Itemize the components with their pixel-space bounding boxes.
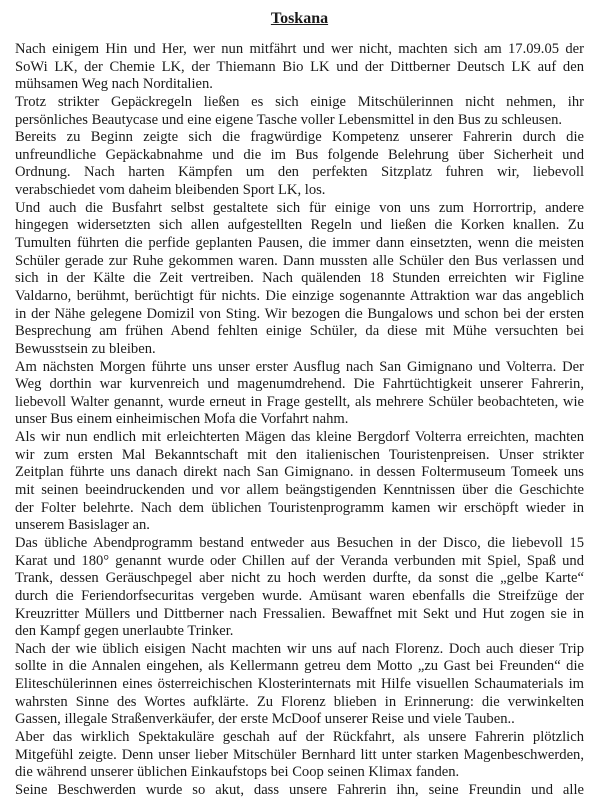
text-line: Und auch die Busfahrt selbst gestaltete sich für einige von uns zum Horrortrip, andere [15, 199, 584, 216]
text-line: liebevoll Walter genannt, wurde erneut in Frage gestellt, als mehrere Schüler beobachteten, wie [15, 393, 584, 410]
text-line: Als wir nun endlich mit erleichterten Mägen das kleine Bergdorf Volterra erreichten, machten [15, 429, 584, 446]
text-line: Nach der wie üblich eisigen Nacht machten wir uns auf nach Florenz. Doch auch dieser Trip [15, 640, 584, 657]
text-line: Kreuzritter Müllers und Dittberner nach Fressalien. Bewaffnet mit Sekt und Hut zogen sie in [15, 605, 584, 622]
text-line: Tumulten führten die perfide geplanten Pausen, die immer dann einsetzten, wenn die meisten [15, 235, 584, 252]
text-line: Besprechung am frühen Abend fehlten einige Schüler, da diese mit Mühe versuchten bei [15, 323, 584, 340]
text-line: Gassen, illegale Straßenverkäufer, der erste McDoof unserer Reise und viele Tauben.. [15, 711, 515, 728]
text-line: die während unserer üblichen Einkaufstops bei Coop seinen Klimax fanden. [15, 764, 460, 781]
text-line: in der Nähe gelegene Domizil von Sting. Wir bezogen die Bungalows und schon bei der ersten [15, 305, 584, 322]
text-line: Trotz strikter Gepäckregeln ließen es sich einige Mitschülerinnen nicht nehmen, ihr [15, 93, 584, 110]
paragraph [15, 359, 584, 430]
paragraph [15, 41, 584, 94]
text-line: Ordnung. Nach harten Kämpfen um den perfekten Sitzplatz fuhren wir, liebevoll [15, 164, 584, 181]
text-line: der Folter belehrte. Nach dem üblichen Touristenprogramm kamen wir erschöpft wieder in [15, 499, 584, 516]
text-line: unser Bus einem einheimischen Mofa die Vorfahrt nahm. [15, 411, 349, 428]
text-line: Nach einigem Hin und Her, wer nun mitfährt und wer nicht, machten sich am 17.09.05 der [15, 41, 584, 57]
text-line: wir zum ersten Mal Bekanntschaft mit den italienischen Touristenpreisen. Unser strikter [15, 446, 584, 463]
paragraph [15, 535, 584, 641]
text-line: unfreundliche Gepäckabnahme und die im Bus folgende Belehrung über Sicherheit und [15, 146, 584, 163]
paragraph [15, 782, 584, 800]
text-line: Aber das wirklich Spektakuläre geschah auf der Rückfahrt, als unsere Fahrerin plötzlich [15, 728, 584, 745]
paragraph [15, 641, 584, 729]
text-line: Mitgefühl zeigte. Denn unser lieber Mitschüler Bernhard litt unter starken Magenbeschwerden, [15, 746, 584, 763]
text-line: Seine Beschwerden wurde so akut, dass unsere Fahrerin ihn, seine Freundin und alle [15, 781, 584, 798]
text-line: Zeitplan führte uns danach direkt nach San Gimignano. in dessen Foltermuseum Tomeek uns [15, 464, 584, 481]
paragraph [15, 129, 584, 200]
text-line: Das übliche Abendprogramm bestand entweder aus Besuchen in der Disco, die liebevoll 15 [15, 534, 584, 551]
text-line: unserem Basislager an. [15, 517, 150, 534]
text-line: mit seinen beeindruckenden und vor allem beängstigenden Kenntnissen über die Geschichte [15, 482, 584, 499]
text-line: verabschiedet vom daheim bleibenden Sport LK, los. [15, 182, 326, 199]
text-line: Schüler gerade zur Ruhe gekommen waren. Dann mussten alle Schüler den Bus verlassen und [15, 252, 584, 269]
text-line: sich in der Kälte die Zeit vertreiben. Nach quälenden 18 Stunden erreichten wir Figline [15, 270, 584, 287]
text-line: persönliches Beautycase und eine eigene Tasche voller Lebensmittel in den Bus zu schleusen. [15, 111, 563, 128]
document-page [15, 0, 584, 800]
paragraph [15, 429, 584, 535]
text-line: wahrsten Sinne des Wortes aufklärte. Zu Florenz blieben in Erinnerung: die verwinkelten [15, 693, 584, 710]
text-line: Trank, dessen Geräuschpegel aber nicht zu hoch werden durfte, da sonst die „gelbe Karte“ [15, 570, 584, 587]
document-body [15, 41, 584, 800]
paragraph [15, 200, 584, 359]
text-line: hingegen widersetzten sich allen aufgestellten Regeln und ließen die Korken knallen. Zu [15, 217, 584, 234]
paragraph [15, 729, 584, 782]
text-line: Bereits zu Beginn zeigte sich die fragwürdige Kompetenz unserer Fahrerin durch die [15, 129, 584, 146]
document-title: Toskana [270, 10, 329, 27]
text-line: Bewusstsein zu bleiben. [15, 340, 156, 357]
text-line: sollte in die Annalen eingehen, als Kellermann getreu dem Motto „zu Gast bei Freunden“ die [15, 658, 584, 675]
text-line: mühsamen Weg nach Norditalien. [15, 76, 213, 93]
text-line: durch die Feriendorfsecuritas vergeben wurde. Amüsant waren ebenfalls die Streifzüge der [15, 587, 584, 604]
text-line: Karat und 180° genannt wurde oder Chillen auf der Veranda verbunden mit Spiel, Spaß und [15, 552, 584, 569]
text-line: den Kampf gegen unerlaubte Trinker. [15, 623, 234, 640]
text-line: SoWi LK, der Chemie LK, der Thiemann Bio LK und der Dittberner Deutsch LK auf den [15, 58, 584, 75]
text-line: Am nächsten Morgen führte uns unser erster Ausflug nach San Gimignano und Volterra. Der [15, 358, 584, 375]
text-line: Valdarno, berühmt, berüchtigt für nichts. Die einzige sogenannte Attraktion war das angeblich [15, 287, 584, 304]
text-line: Eliteschülerinnen eines österreichischen Klosterinternats mit Hilfe visuellen Schaumaterials im [15, 676, 584, 693]
text-line: Weg dorthin war kurvenreich und magenumdrehend. Die Fahrtüchtigkeit unserer Fahrerin, [15, 376, 584, 393]
paragraph [15, 94, 584, 129]
